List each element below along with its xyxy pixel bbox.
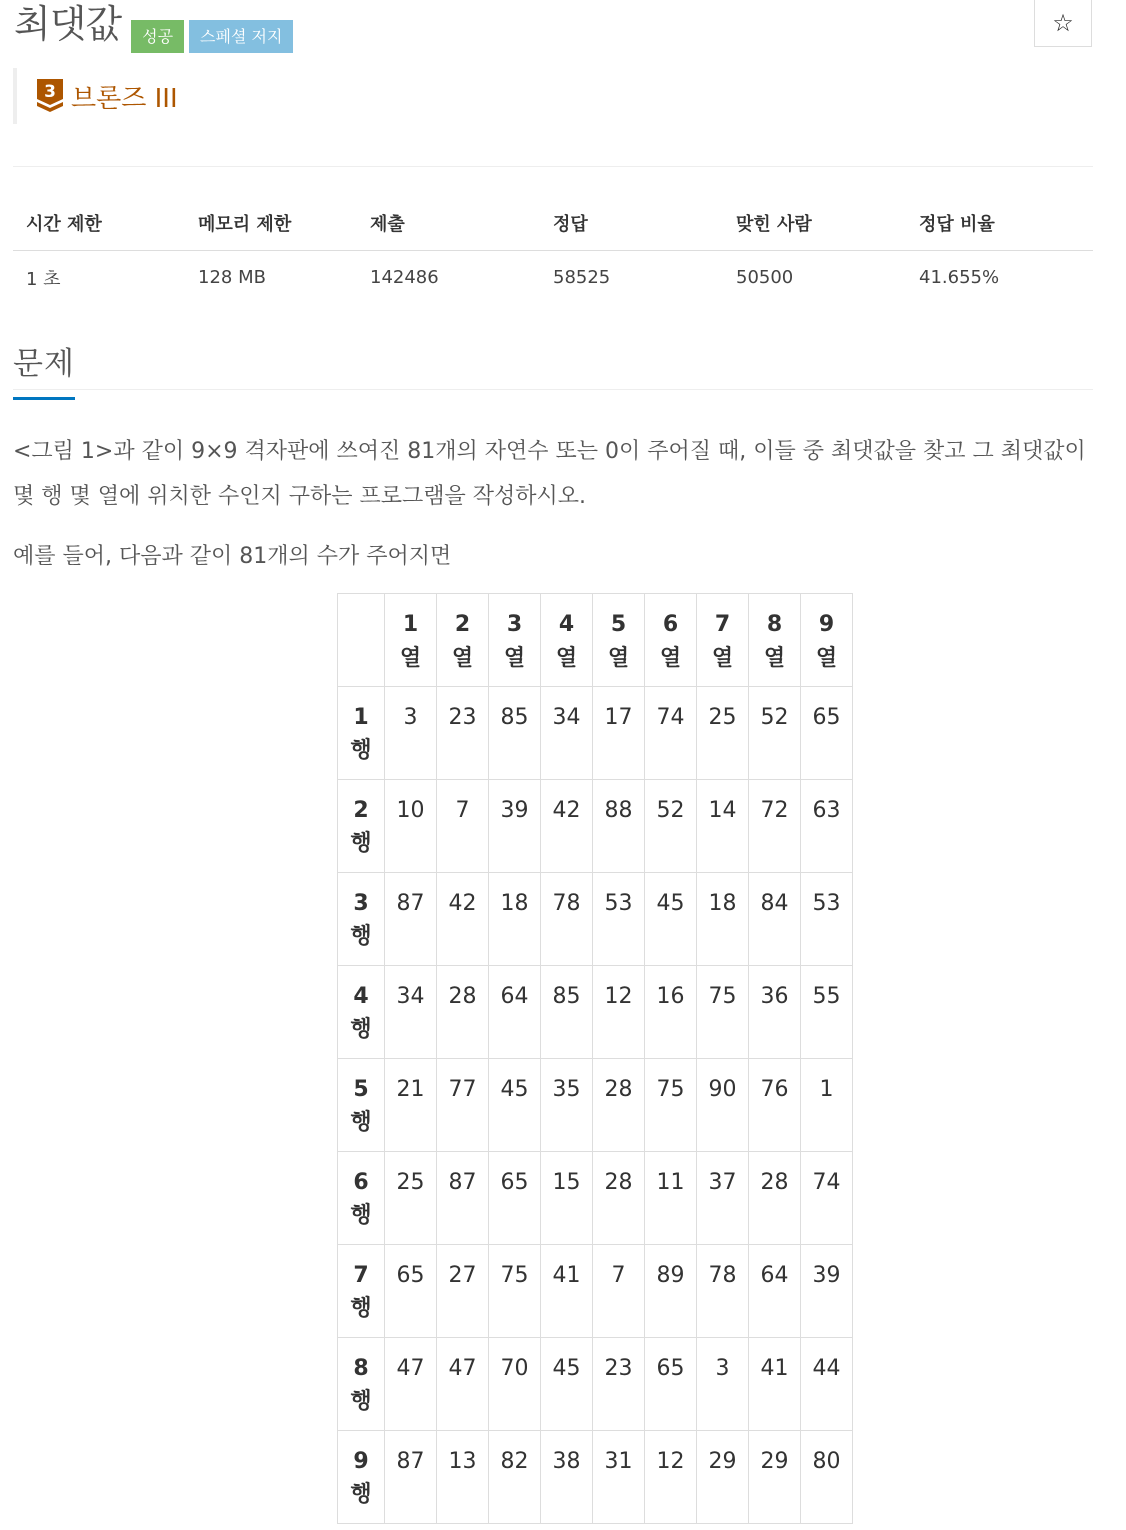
grid-cell: 28 <box>593 1059 645 1152</box>
row-number: 6 <box>353 1170 369 1195</box>
problem-title: 최댓값 <box>14 2 122 46</box>
grid-cell: 42 <box>437 873 489 966</box>
row-number: 8 <box>353 1356 369 1381</box>
grid-cell: 63 <box>801 780 853 873</box>
star-icon: ☆ <box>1052 9 1074 37</box>
grid-cell: 13 <box>437 1431 489 1524</box>
row-unit: 행 <box>350 1389 372 1414</box>
grid-column-header <box>749 594 801 687</box>
grid-cell: 15 <box>541 1152 593 1245</box>
grid-cell: 44 <box>801 1338 853 1431</box>
grid-column-header <box>697 594 749 687</box>
column-number: 4 <box>558 612 575 637</box>
grid-cell: 39 <box>489 780 541 873</box>
problem-info-table <box>13 196 1093 304</box>
value-submissions: 142486 <box>370 267 439 288</box>
grid-row-header <box>338 687 385 780</box>
grid-row-header <box>338 873 385 966</box>
grid-cell: 75 <box>645 1059 697 1152</box>
header-submissions: 제출 <box>357 196 540 251</box>
grid-cell: 28 <box>593 1152 645 1245</box>
grid-cell: 77 <box>437 1059 489 1152</box>
grid-cell: 39 <box>801 1245 853 1338</box>
row-unit: 행 <box>350 1296 372 1321</box>
column-number: 7 <box>714 612 731 637</box>
column-unit: 열 <box>555 646 578 671</box>
grid-row-header <box>338 966 385 1059</box>
row-unit: 행 <box>350 738 372 763</box>
special-judge-badge[interactable]: 스페셜 저지 <box>189 20 293 53</box>
grid-cell: 52 <box>645 780 697 873</box>
grid-row-header <box>338 1431 385 1524</box>
grid-cell: 41 <box>749 1338 801 1431</box>
value-memory-limit: 128 MB <box>198 267 266 288</box>
grid-cell: 75 <box>697 966 749 1059</box>
column-unit: 열 <box>399 646 422 671</box>
grid-cell: 53 <box>593 873 645 966</box>
row-number: 9 <box>353 1449 369 1474</box>
grid-row <box>338 1338 853 1431</box>
grid-cell: 17 <box>593 687 645 780</box>
value-ratio: 41.655% <box>919 267 1000 288</box>
column-unit: 열 <box>659 646 682 671</box>
value-time-limit: 1 초 <box>26 268 61 290</box>
grid-cell: 65 <box>385 1245 437 1338</box>
grid-row-header <box>338 1338 385 1431</box>
grid-corner-cell <box>338 594 385 687</box>
grid-cell: 12 <box>645 1431 697 1524</box>
grid-cell: 78 <box>697 1245 749 1338</box>
grid-cell: 35 <box>541 1059 593 1152</box>
grid-row-header <box>338 1059 385 1152</box>
grid-cell: 55 <box>801 966 853 1059</box>
grid-cell: 64 <box>749 1245 801 1338</box>
grid-row <box>338 1245 853 1338</box>
grid-cell: 10 <box>385 780 437 873</box>
description-paragraph: <그림 1>과 같이 9×9 격자판에 쓰여진 81개의 자연수 또는 0이 주어질 때, 이들 중 최댓값을 찾고 그 최댓값이 몇 행 몇 열에 위치한 수인지 구하는 프로그램을 작성하시오. <box>13 439 1086 509</box>
row-number: 4 <box>353 984 369 1009</box>
grid-column-header <box>593 594 645 687</box>
grid-cell: 74 <box>801 1152 853 1245</box>
column-number: 6 <box>662 612 679 637</box>
grid-cell: 7 <box>437 780 489 873</box>
grid-column-header <box>801 594 853 687</box>
grid-cell: 87 <box>385 1431 437 1524</box>
grid-cell: 29 <box>697 1431 749 1524</box>
row-number: 1 <box>353 705 369 730</box>
grid-cell: 45 <box>541 1338 593 1431</box>
grid-cell: 52 <box>749 687 801 780</box>
grid-row <box>338 1431 853 1524</box>
grid-row-header <box>338 1152 385 1245</box>
header-accepted: 정답 <box>540 196 723 251</box>
grid-cell: 27 <box>437 1245 489 1338</box>
grid-cell: 21 <box>385 1059 437 1152</box>
grid-cell: 85 <box>541 966 593 1059</box>
header-time-limit: 시간 제한 <box>13 196 185 251</box>
grid-cell: 3 <box>385 687 437 780</box>
grid-cell: 74 <box>645 687 697 780</box>
grid-column-header <box>541 594 593 687</box>
grid-cell: 65 <box>645 1338 697 1431</box>
grid-cell: 16 <box>645 966 697 1059</box>
grid-cell: 12 <box>593 966 645 1059</box>
grid-cell: 75 <box>489 1245 541 1338</box>
success-badge: 성공 <box>131 20 184 53</box>
grid-cell: 65 <box>801 687 853 780</box>
grid-cell: 18 <box>697 873 749 966</box>
grid-row <box>338 687 853 780</box>
grid-cell: 72 <box>749 780 801 873</box>
column-unit: 열 <box>763 646 786 671</box>
row-unit: 행 <box>350 831 372 856</box>
grid-cell: 28 <box>437 966 489 1059</box>
tier-box <box>13 68 178 124</box>
grid-row-header <box>338 780 385 873</box>
grid-cell: 31 <box>593 1431 645 1524</box>
grid-cell: 88 <box>593 780 645 873</box>
grid-cell: 37 <box>697 1152 749 1245</box>
row-number: 2 <box>353 798 369 823</box>
grid-row <box>338 780 853 873</box>
grid-column-header <box>385 594 437 687</box>
row-unit: 행 <box>350 924 372 949</box>
grid-cell: 87 <box>385 873 437 966</box>
section-divider <box>13 389 1093 390</box>
divider <box>13 166 1093 167</box>
grid-cell: 28 <box>749 1152 801 1245</box>
example-grid-table <box>337 593 853 1524</box>
row-number: 5 <box>353 1077 369 1102</box>
column-number: 3 <box>506 612 523 637</box>
column-number: 1 <box>402 612 419 637</box>
grid-row <box>338 1059 853 1152</box>
row-number: 7 <box>353 1263 369 1288</box>
grid-cell: 82 <box>489 1431 541 1524</box>
grid-cell: 23 <box>593 1338 645 1431</box>
header-solvers: 맞힌 사람 <box>723 196 906 251</box>
grid-cell: 11 <box>645 1152 697 1245</box>
grid-cell: 80 <box>801 1431 853 1524</box>
example-paragraph: 예를 들어, 다음과 같이 81개의 수가 주어지면 <box>13 544 452 569</box>
column-unit: 열 <box>451 646 474 671</box>
column-unit: 열 <box>711 646 734 671</box>
column-number: 2 <box>454 612 471 637</box>
row-unit: 행 <box>350 1203 372 1228</box>
grid-cell: 64 <box>489 966 541 1059</box>
grid-row <box>338 1152 853 1245</box>
tier-level: 3 <box>44 82 56 102</box>
grid-cell: 90 <box>697 1059 749 1152</box>
column-unit: 열 <box>815 646 838 671</box>
row-unit: 행 <box>350 1110 372 1135</box>
grid-cell: 53 <box>801 873 853 966</box>
grid-column-header <box>489 594 541 687</box>
grid-row-header <box>338 1245 385 1338</box>
value-accepted: 58525 <box>553 267 611 288</box>
grid-cell: 45 <box>489 1059 541 1152</box>
bronze-tier-icon <box>37 79 63 113</box>
header-memory-limit: 메모리 제한 <box>185 196 357 251</box>
grid-cell: 36 <box>749 966 801 1059</box>
grid-cell: 14 <box>697 780 749 873</box>
grid-cell: 1 <box>801 1059 853 1152</box>
column-number: 5 <box>610 612 627 637</box>
grid-cell: 25 <box>697 687 749 780</box>
grid-cell: 34 <box>541 687 593 780</box>
grid-cell: 18 <box>489 873 541 966</box>
row-unit: 행 <box>350 1017 372 1042</box>
grid-column-header <box>645 594 697 687</box>
grid-row <box>338 966 853 1059</box>
grid-cell: 89 <box>645 1245 697 1338</box>
grid-cell: 65 <box>489 1152 541 1245</box>
grid-cell: 47 <box>385 1338 437 1431</box>
column-unit: 열 <box>503 646 526 671</box>
favorite-star-button[interactable] <box>1034 0 1092 47</box>
grid-column-header <box>437 594 489 687</box>
grid-cell: 84 <box>749 873 801 966</box>
grid-row <box>338 873 853 966</box>
title-row <box>14 0 293 56</box>
grid-cell: 45 <box>645 873 697 966</box>
grid-cell: 41 <box>541 1245 593 1338</box>
grid-cell: 23 <box>437 687 489 780</box>
value-solvers: 50500 <box>736 267 794 288</box>
column-unit: 열 <box>607 646 630 671</box>
column-number: 8 <box>766 612 783 637</box>
grid-cell: 25 <box>385 1152 437 1245</box>
grid-cell: 3 <box>697 1338 749 1431</box>
grid-cell: 76 <box>749 1059 801 1152</box>
section-title: 문제 <box>13 338 75 400</box>
tier-name: 브론즈 III <box>71 83 178 114</box>
grid-cell: 87 <box>437 1152 489 1245</box>
grid-cell: 7 <box>593 1245 645 1338</box>
grid-cell: 85 <box>489 687 541 780</box>
column-number: 9 <box>818 612 835 637</box>
grid-cell: 34 <box>385 966 437 1059</box>
header-ratio: 정답 비율 <box>906 196 1093 251</box>
grid-cell: 42 <box>541 780 593 873</box>
grid-cell: 47 <box>437 1338 489 1431</box>
grid-cell: 70 <box>489 1338 541 1431</box>
grid-cell: 38 <box>541 1431 593 1524</box>
row-unit: 행 <box>350 1482 372 1507</box>
row-number: 3 <box>353 891 369 916</box>
grid-cell: 29 <box>749 1431 801 1524</box>
grid-cell: 78 <box>541 873 593 966</box>
